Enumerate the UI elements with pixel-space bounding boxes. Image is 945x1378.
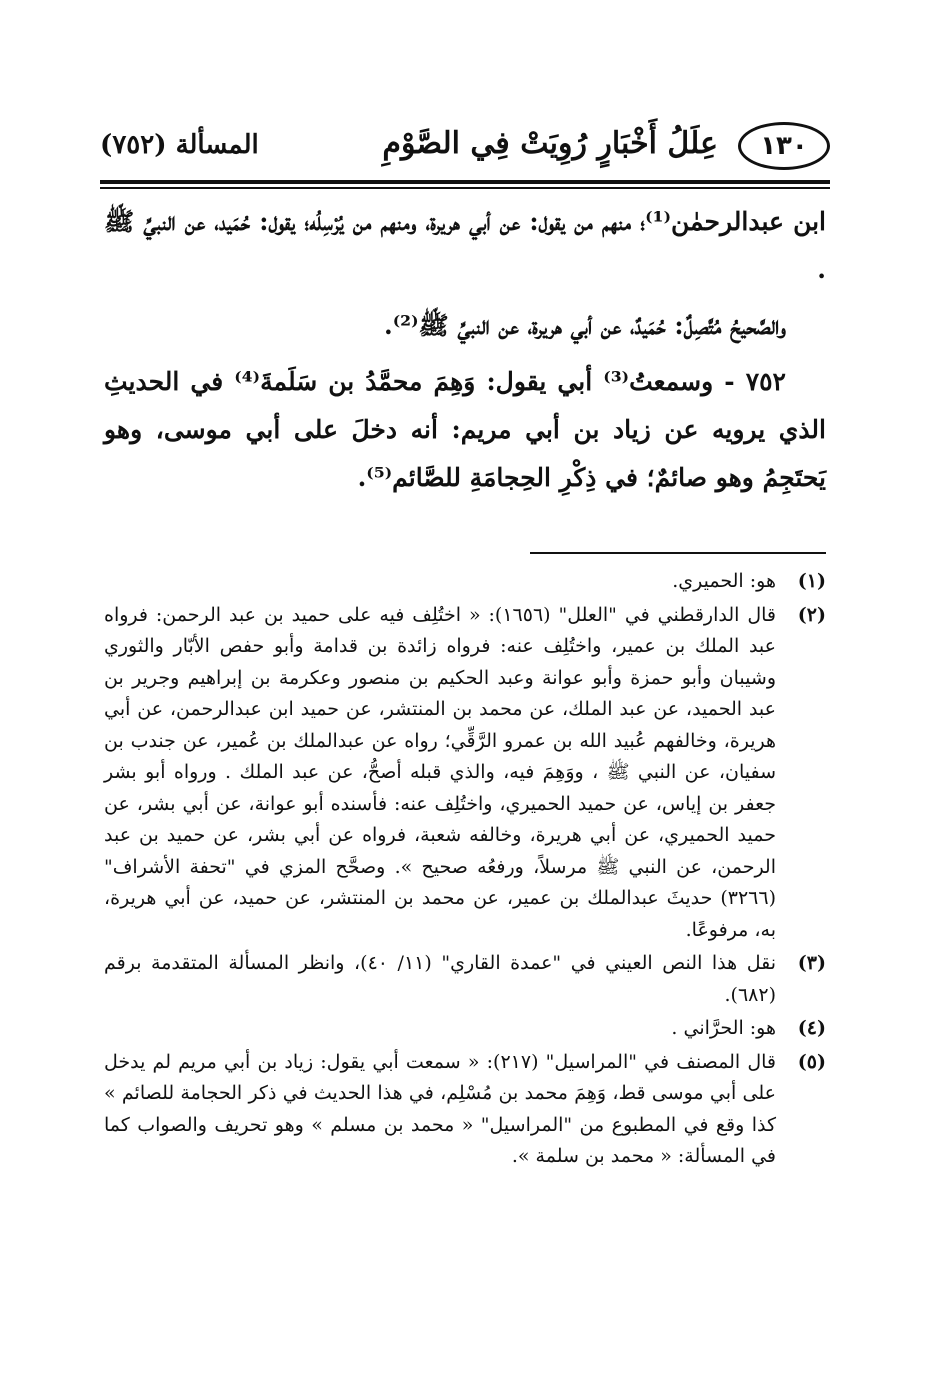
footnote-1 (104, 566, 826, 598)
footnote-number: (٢) (797, 603, 826, 626)
footnotes (104, 566, 826, 1173)
footnote-2 (104, 600, 826, 947)
footnote-text: قال الدارقطني في "العلل" (١٦٥٦): « اختُلِف فيه على حميد بن عبد الرحمن: فرواه عبد الملك بن عمير، واختُلِف عنه: فرواه زائدة بن قدامة وأبو حفص الأبّار والثوري وشيبان وأبو حمزة وأبو عوانة وعبد الحكيم بن منصور وعكرمة بن إبراهيم وجرير بن عبد الحميد، عن عبد الملك، عن محمد بن المنتشر، عن حميد ابن عبدالرحمن، عن أبي هريرة، وخالفهم عُبيد الله بن عمرو الرَّقِّي؛ رواه عن عبدالملك بن عُمير، عن جندب بن سفيان، عن النبي ﷺ ، ووَهِمَ فيه، والذي قبله أصحُّ، عن عبد الملك . ورواه أبو بشر جعفر بن إياس، عن حميد الحميري، واختُلِف عنه: فأسنده أبو عوانة، عن أبي بشر، عن حميد الحميري، عن أبي هريرة، وخالفه شعبة، فرواه عن أبي بشر، عن حميد بن عبد الرحمن، عن النبي ﷺ مرسلاً، ورفعُه صحيح ». وصحَّح المزي في "تحفة الأشراف" (٣٢٦٦) حديثَ عبدالملك بن عمير، عن محمد بن المنتشر، عن حميد، عن أبي هريرة، به، مرفوعًا. (104, 603, 777, 941)
footnote-4 (104, 1013, 826, 1045)
page-header (100, 118, 830, 180)
footnote-text: قال المصنف في "المراسيل" (٢١٧): « سمعت أبي يقول: زياد بن أبي مريم لم يدخل على أبي موسى قط، وَهِمَ محمد بن مُسْلِم، في هذا الحديث في ذكر الحجامة للصائم » كذا وقع في المطبوع من "المراسيل" « محمد بن مسلم » وهو تحريف والصواب كما في المسألة: « محمد بن سلمة ». (104, 1050, 776, 1167)
footnote-rule (530, 552, 826, 554)
footnote-text: هو: الحميري. (672, 570, 776, 592)
footnote-text: نقل هذا النص العيني في "عمدة القاري" (١١/ ٤٠)، وانظر المسألة المتقدمة برقم (٦٨٢). (104, 952, 777, 1006)
main-text (104, 198, 826, 502)
footnote-5 (104, 1047, 826, 1173)
header-rule-thin (100, 187, 830, 189)
footnote-number: (٥) (797, 1050, 826, 1073)
footnote-number: (٣) (797, 952, 826, 974)
paragraph-1: ابن عبدالرحمٰن⁽¹⁾؛ منهم من يقول: عن أبي هريرة، ومنهم من يُرْسِلُه؛ يقول: حُمَيد، عن النبيِّ ﷺ . (104, 207, 826, 284)
paragraph-2: والصَّحيحُ مُتَّصِلٌ: حُمَيدٌ، عن أبي هريرة، عن النبيِّ ﷺ⁽²⁾. (384, 311, 786, 340)
footnote-number: (١) (797, 570, 826, 592)
footnote-text: هو: الحرَّاني . (671, 1017, 776, 1039)
issue-label: المسألة (٧٥٢) (100, 130, 259, 160)
header-rule (100, 180, 830, 184)
running-title: عِلَلُ أَخْبَارٍ رُوِيَتْ فِي الصَّوْمِ (382, 126, 718, 161)
paragraph-3: ٧٥٢ - وسمعتُ⁽³⁾ أبي يقول: وَهِمَ محمَّدُ بن سَلَمةَ⁽⁴⁾ في الحديثِ الذي يرويه عن زياد بن أبي مريم: أنه دخلَ على أبي موسى، وهو يَحتَجِمُ وهو صائمٌ؛ في ذِكْرِ الحِجامَةِ للصَّائم⁽⁵⁾. (104, 367, 826, 492)
footnote-3 (104, 948, 826, 1011)
footnote-number: (٤) (797, 1017, 826, 1039)
page-number: ١٣٠ (738, 122, 830, 170)
